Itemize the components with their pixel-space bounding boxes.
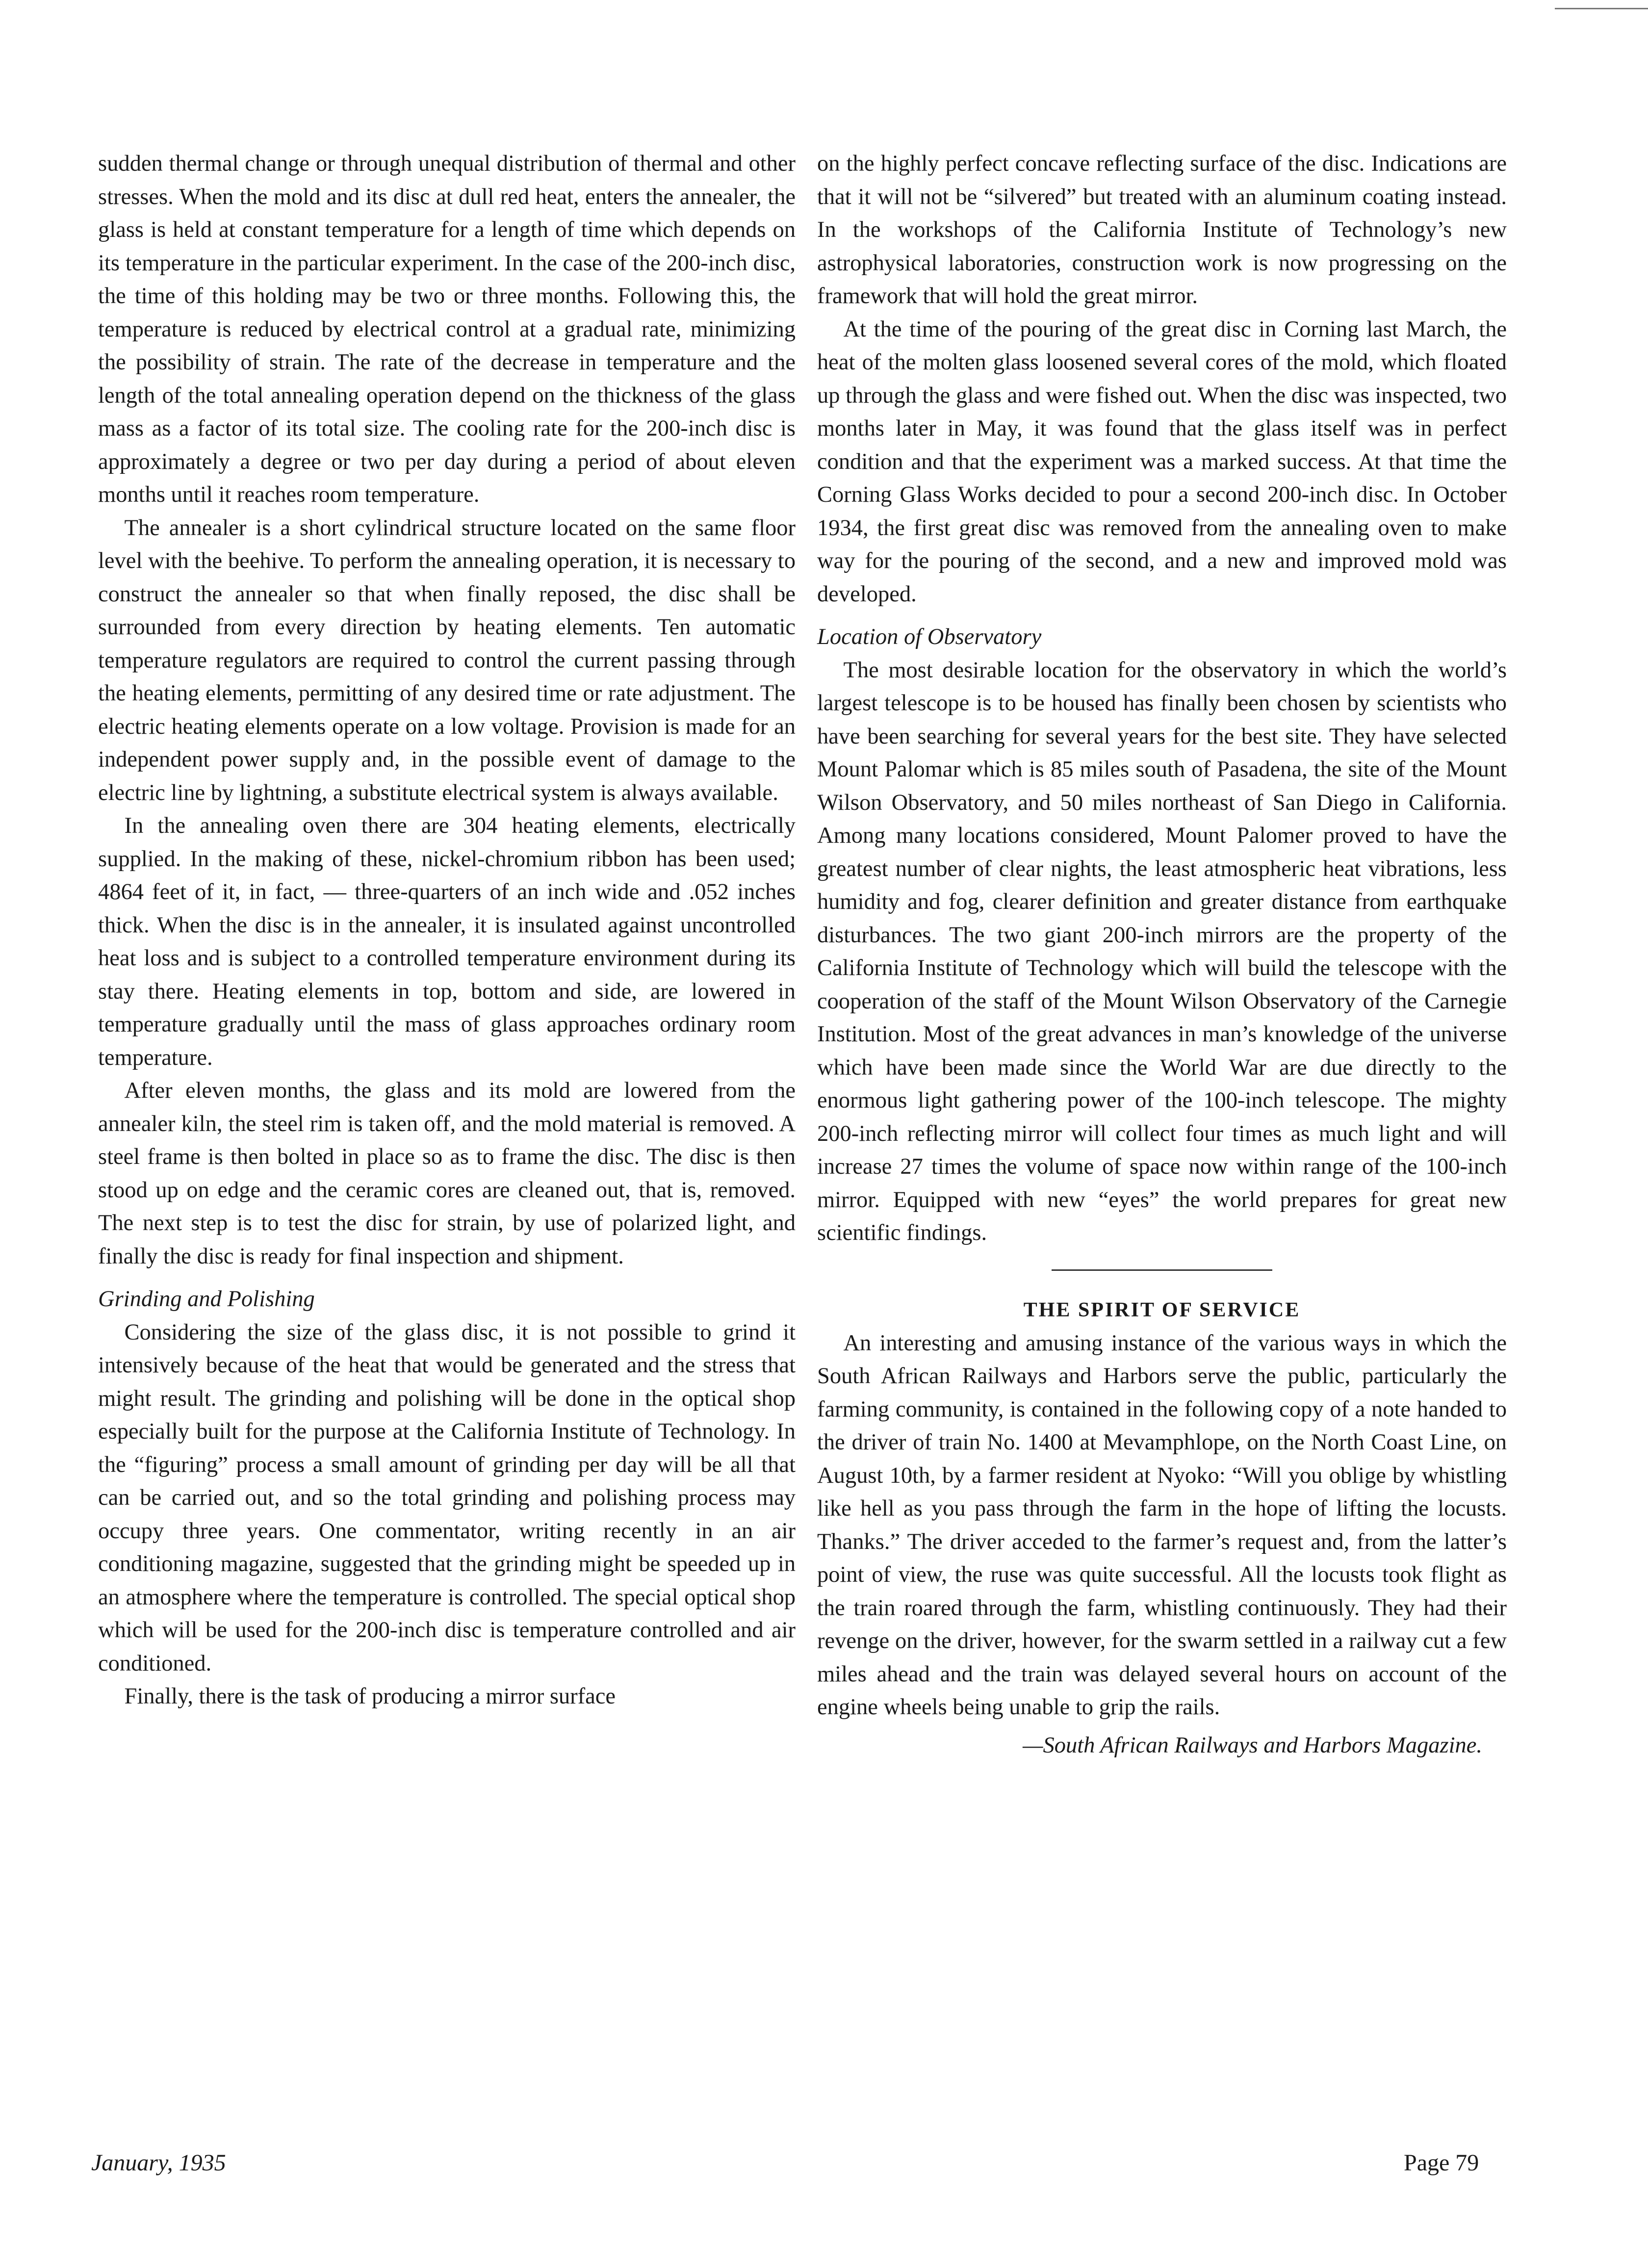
paragraph-annealing-oven: In the annealing oven there are 304 heating elements, electrically supplied. In the making of these, nickel-chromium ribbon has been used; 4864 feet of it, in fact, — three-quarters of an inch wide and .052 inches thick. When the disc is in the annealer, it is insulated against uncontrolled heat loss and is subject to a controlled temperature environment during its stay there. Heating elements in top, bottom and side, are lowered in temperature gradually until the mass of glass approaches ordinary room temperature. bbox=[98, 813, 796, 1070]
section-divider bbox=[1052, 1269, 1272, 1271]
top-edge-rule bbox=[1555, 8, 1648, 9]
paragraph-pouring: At the time of the pouring of the great disc in Corning last March, the heat of the molten glass loosened several cores of the mold, which floated up through the glass and were fished out. When the disc was inspected, two months later in May, it was found that the glass itself was in perfect condition and that the experiment was a marked success. At that time the Corning Glass Works decided to pour a second 200-inch disc. In October 1934, the first great disc was removed from the annealing oven to make way for the pouring of the second, and a new and improved mold was developed. bbox=[817, 316, 1507, 607]
heading-grinding-polishing: Grinding and Polishing bbox=[98, 1287, 315, 1312]
paragraph-annealer: The annealer is a short cylindrical structure located on the same floor level with the beehive. To perform the annealing operation, it is necessary to construct the annealer so that when finally reposed, the disc shall be surrounded from every direction by heating elements. Ten automatic temperature regulators are required to control the current passing through the heating elements, permitting of any desired time or rate adjustment. The electric heating elements operate on a low voltage. Provision is made for an independent power supply and, in the possible event of damage to the electric line by lightning, a substitute electrical system is always available. bbox=[98, 515, 796, 805]
paragraph-location: The most desirable location for the observatory in which the world’s largest telescope is to be housed has finally been chosen by scientists who have been searching for several years for the best site. They have selected Mount Palomar which is 85 miles south of Pasadena, the site of the Mount Wilson Observatory, and 50 miles northeast of San Diego in California. Among many locations considered, Mount Palomer proved to have the greatest number of clear nights, the least atmospheric heat vibrations, less humidity and fog, clearer definition and greater distance from earthquake disturbances. The two giant 200-inch mirrors are the property of the California Institute of Technology which will build the telescope with the cooperation of the staff of the Mount Wilson Observatory of the Carnegie Institution. Most of the great advances in man’s knowledge of the universe which have been made since the World War are due directly to the enormous light gathering power of the 100-inch telescope. The mighty 200-inch reflecting mirror will collect four times as much light and will increase 27 times the volume of space now within range of the 100-inch mirror. Equipped with new “eyes” the world prepares for great new scientific findings. bbox=[817, 657, 1507, 1245]
footer-page-number: Page 79 bbox=[1404, 2150, 1479, 2176]
paragraph-reflecting-surface: on the highly perfect concave reflecting surface of the disc. Indications are that it will not be “silvered” but treated with an aluminum coating instead. In the workshops of the California Institute of Technology’s new astrophysical laboratories, construction work is now progressing on the framework that will hold the great mirror. bbox=[817, 151, 1507, 309]
spirit-attribution: —South African Railways and Harbors Magazine. bbox=[1023, 1732, 1482, 1758]
right-column bbox=[817, 147, 1507, 1762]
heading-location-observatory: Location of Observatory bbox=[817, 624, 1042, 649]
paragraph-mirror-surface: Finally, there is the task of producing a mirror surface bbox=[124, 1684, 616, 1709]
paragraph-thermal: sudden thermal change or through unequal distribution of thermal and other stresses. When the mold and its disc at dull red heat, enters the annealer, the glass is held at constant temperature for a length of time which depends on its temperature in the particular experiment. In the case of the 200-inch disc, the time of this holding may be two or three months. Following this, the temperature is reduced by electrical control at a gradual rate, minimizing the possibility of strain. The rate of the decrease in temperature and the length of the total annealing operation depend on the thickness of the glass mass as a factor of its total size. The cooling rate for the 200-inch disc is approximately a degree or two per day during a period of about eleven months until it reaches room temperature. bbox=[98, 151, 796, 507]
footer-date: January, 1935 bbox=[91, 2150, 226, 2176]
paragraph-spirit: An interesting and amusing instance of the various ways in which the South African Railways and Harbors serve the public, particularly the farming community, is contained in the following copy of a note handed to the driver of train No. 1400 at Mevamphlope, on the North Coast Line, on August 10th, by a farmer resident at Nyoko: “Will you oblige by whistling like hell as you pass through the farm in the hope of lifting the locusts. Thanks.” The driver acceded to the farmer’s request and, from the latter’s point of view, the ruse was quite successful. All the locusts took flight as the train roared through the farm, whistling continuously. They had their revenge on the driver, however, for the swarm settled in a railway cut a few miles ahead and the train was delayed several hours on account of the engine wheels being unable to grip the rails. bbox=[817, 1330, 1507, 1720]
paragraph-eleven-months: After eleven months, the glass and its mold are lowered from the annealer kiln, the steel rim is taken off, and the mold material is removed. A steel frame is then bolted in place so as to frame the disc. The disc is then stood up on edge and the ceramic cores are cleaned out, that is, removed. The next step is to test the disc for strain, by use of polarized light, and finally the disc is ready for final inspection and shipment. bbox=[98, 1078, 796, 1269]
paragraph-grinding: Considering the size of the glass disc, it is not possible to grind it intensively because of the heat that would be generated and the stress that might result. The grinding and polishing will be done in the optical shop especially built for the purpose at the California Institute of Technology. In the “figuring” process a small amount of grinding per day will be all that can be carried out, and so the total grinding and polishing process may occupy three years. One commentator, writing recently in an air conditioning magazine, suggested that the grinding might be speeded up in an atmosphere where the temperature is controlled. The special optical shop which will be used for the 200-inch disc is temperature controlled and air conditioned. bbox=[98, 1319, 796, 1676]
left-column bbox=[98, 147, 796, 1713]
heading-spirit-of-service: THE SPIRIT OF SERVICE bbox=[1023, 1298, 1301, 1321]
